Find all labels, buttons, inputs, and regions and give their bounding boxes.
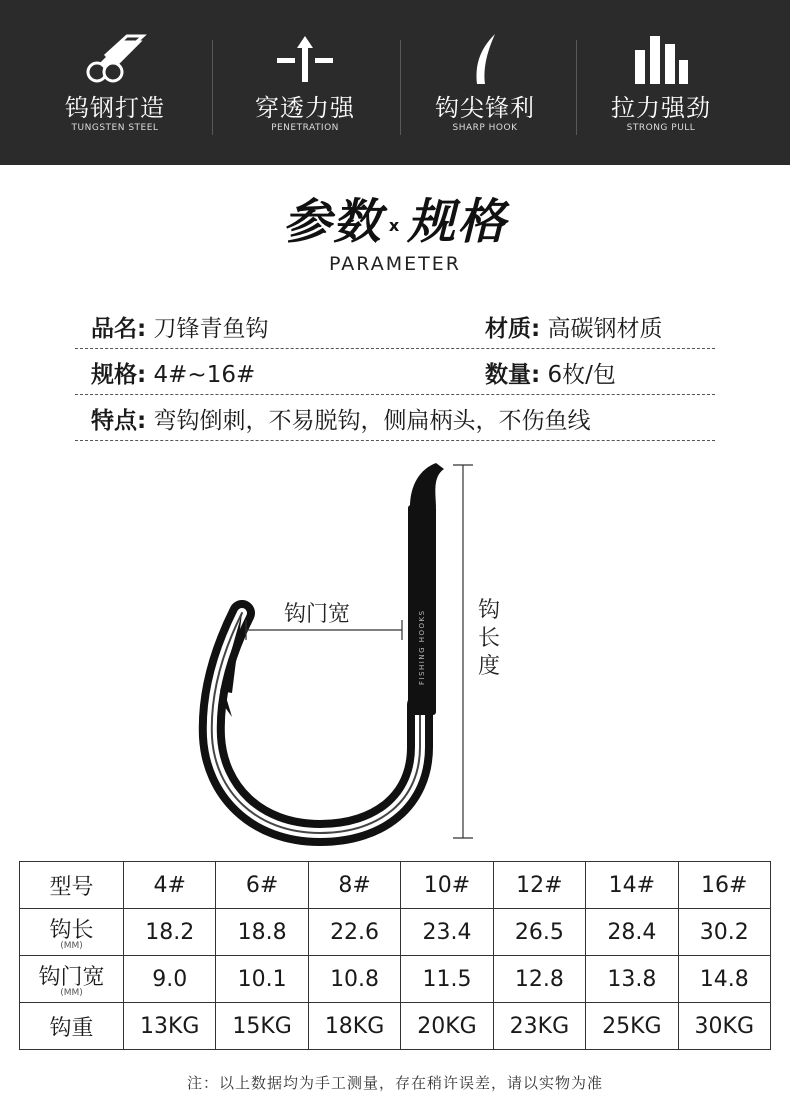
spec-table: [19, 861, 771, 1050]
table-cell: 12.8: [493, 956, 585, 1003]
spec-key: 规格:: [91, 362, 147, 388]
section-subtitle: PARAMETER: [329, 253, 461, 275]
bars-icon: [633, 34, 689, 90]
table-cell: 13KG: [124, 1003, 216, 1050]
feature-label: 钨钢打造: [65, 94, 165, 122]
spec-value: 4#~16#: [153, 362, 256, 388]
blade-icon: [465, 34, 505, 90]
spec-size: [91, 356, 255, 389]
feature-label: 钩尖锋利: [435, 94, 535, 122]
table-cell: 30.2: [678, 909, 770, 956]
spec-material: [485, 310, 663, 343]
spec-value: 6枚/包: [547, 362, 616, 388]
table-row: [20, 862, 771, 909]
table-cell: 18.2: [124, 909, 216, 956]
length-label: 钩长度: [478, 598, 501, 679]
spec-row-name-material: [75, 304, 715, 349]
table-cell: 12#: [493, 862, 585, 909]
table-cell: 18.8: [216, 909, 308, 956]
table-cell: 25KG: [586, 1003, 678, 1050]
table-cell: 9.0: [124, 956, 216, 1003]
spec-key: 数量:: [485, 362, 541, 388]
spec-row-features: [75, 396, 715, 441]
spec-value: 高碳钢材质: [547, 316, 663, 342]
measurement-note: 注：以上数据均为手工测量，存在稍许误差，请以实物为准: [186, 1074, 603, 1092]
feature-bar: [0, 0, 790, 165]
title-right: 规格: [407, 194, 508, 250]
table-row: [20, 956, 771, 1003]
spec-row-size-qty: [75, 350, 715, 395]
table-cell: 22.6: [308, 909, 400, 956]
table-cell: 10#: [401, 862, 493, 909]
feature-strong-pull: [566, 0, 756, 165]
table-cell: 28.4: [586, 909, 678, 956]
spec-key: 材质:: [485, 316, 541, 342]
table-cell: 20KG: [401, 1003, 493, 1050]
spec-features: [91, 402, 591, 435]
spec-value: 刀锋青鱼钩: [153, 316, 269, 342]
spec-value: 弯钩倒刺，不易脱钩，侧扁柄头，不伤鱼线: [153, 408, 591, 434]
steel-bars-icon: [83, 34, 147, 88]
table-cell: 10.1: [216, 956, 308, 1003]
feature-sharp-hook: [390, 0, 580, 165]
unit-label: (MM): [60, 941, 83, 951]
shank-label: FISHING HOOKS: [418, 609, 426, 685]
table-cell: 30KG: [678, 1003, 770, 1050]
table-cell: 26.5: [493, 909, 585, 956]
table-cell: 23KG: [493, 1003, 585, 1050]
row-head: 钩长 (MM): [20, 909, 124, 956]
row-head: 型号: [20, 862, 124, 909]
arrow-up-icon: [275, 34, 335, 88]
section-title: [0, 183, 790, 250]
table-cell: 14#: [586, 862, 678, 909]
feature-sub: TUNGSTEN STEEL: [71, 123, 159, 133]
feature-tungsten-steel: [20, 0, 210, 165]
spec-name: [91, 310, 269, 343]
row-head: 钩门宽 (MM): [20, 956, 124, 1003]
table-row: [20, 1003, 771, 1050]
feature-label: 穿透力强: [255, 94, 355, 122]
hook-illustration: [0, 455, 790, 850]
table-row: [20, 909, 771, 956]
gap-width-label: 钩门宽: [284, 602, 351, 627]
spec-key: 品名:: [91, 316, 147, 342]
feature-label: 拉力强劲: [611, 94, 711, 122]
unit-label: (MM): [60, 988, 83, 998]
table-cell: 8#: [308, 862, 400, 909]
table-cell: 11.5: [401, 956, 493, 1003]
spec-quantity: [485, 356, 616, 389]
table-cell: 15KG: [216, 1003, 308, 1050]
feature-sub: PENETRATION: [271, 123, 339, 133]
table-cell: 18KG: [308, 1003, 400, 1050]
feature-sub: STRONG PULL: [626, 123, 696, 133]
table-cell: 10.8: [308, 956, 400, 1003]
feature-sub: SHARP HOOK: [452, 123, 518, 133]
table-cell: 14.8: [678, 956, 770, 1003]
hook-diagram: [0, 455, 790, 850]
table-cell: 16#: [678, 862, 770, 909]
table-cell: 23.4: [401, 909, 493, 956]
title-left: 参数: [282, 194, 383, 250]
table-cell: 13.8: [586, 956, 678, 1003]
title-separator: x: [388, 215, 402, 235]
feature-penetration: [210, 0, 400, 165]
row-head: 钩重: [20, 1003, 124, 1050]
spec-key: 特点:: [91, 408, 147, 434]
table-cell: 6#: [216, 862, 308, 909]
table-cell: 4#: [124, 862, 216, 909]
